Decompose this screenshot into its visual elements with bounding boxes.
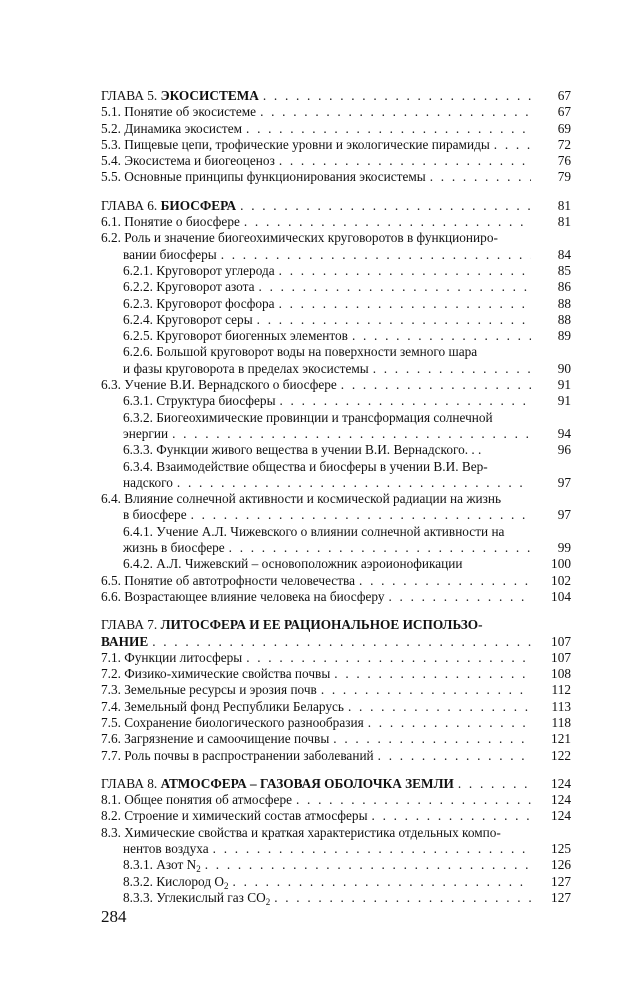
- toc-entry-label: [101, 377, 337, 393]
- toc-entry-label: [123, 263, 275, 279]
- dot-leader: [177, 475, 531, 491]
- toc-entry-text: 7.5. Сохранение биологического разнообразия: [101, 714, 364, 730]
- toc-entry: [101, 377, 571, 393]
- toc-entry-label: [101, 731, 329, 747]
- toc-entry-text: 7.3. Земельные ресурсы и эрозия почв: [101, 682, 317, 698]
- page-number: 284: [101, 907, 127, 926]
- dot-leader: [333, 731, 531, 747]
- dot-leader: [388, 589, 531, 605]
- toc-entry-label: 6.2. Роль и значение биогеохимических круговоротов в функциониро-: [101, 230, 498, 246]
- toc-entry-text: 6.2.2. Круговорот азота: [123, 279, 255, 295]
- toc-entry: [101, 104, 571, 120]
- toc-entry-label: [123, 296, 275, 312]
- chapter-heading-cont: [101, 634, 571, 650]
- page-ref: 88: [557, 295, 571, 311]
- dot-leader: [321, 682, 531, 698]
- page-ref: 86: [557, 279, 571, 295]
- toc-entry-text: 6.6. Возрастающее влияние человека на биосферу: [101, 588, 385, 604]
- page-ref: 125: [551, 841, 571, 857]
- toc-entry-label: 6.2.6. Большой круговорот воды на поверхности земного шара: [123, 344, 478, 360]
- chapter-name-cont: ВАНИЕ: [101, 633, 149, 649]
- page-ref: 124: [551, 792, 571, 808]
- toc-entry-text: 5.2. Динамика экосистем: [101, 120, 243, 136]
- dot-leader: [233, 874, 531, 890]
- page-ref: 122: [551, 747, 571, 763]
- dot-leader: [246, 121, 531, 137]
- dot-leader: [246, 650, 531, 666]
- chapter-label: ГЛАВА 7.: [101, 617, 161, 633]
- toc-entry-label: [123, 874, 229, 890]
- chapter-name: БИОСФЕРА: [160, 197, 237, 213]
- toc-entry: [101, 459, 571, 475]
- toc-entry-label-cont: жизнь в биосфере: [123, 540, 225, 556]
- page-ref: 112: [551, 682, 571, 698]
- toc-entry-label: [101, 682, 317, 698]
- dot-leader: [280, 393, 532, 409]
- page-ref: 91: [557, 377, 571, 393]
- toc-entry: [101, 328, 571, 344]
- page-ref: 67: [557, 104, 571, 120]
- page-ref: 107: [551, 649, 571, 665]
- page-ref: 126: [551, 857, 571, 873]
- toc-entry-text: 7.6. Загрязнение и самоочищение почвы: [101, 731, 330, 747]
- toc-entry: [101, 169, 571, 185]
- toc-entry-text: 6.3.1. Структура биосферы: [123, 393, 276, 409]
- dot-leader: [341, 377, 531, 393]
- toc-entry-cont: [101, 841, 571, 857]
- toc-entry-text: 7.4. Земельный фонд Республики Беларусь: [101, 698, 344, 714]
- chapter-label: ГЛАВА 6.: [101, 197, 161, 213]
- dot-leader: [352, 328, 531, 344]
- page-ref: 91: [557, 393, 571, 409]
- dot-leader: [240, 198, 531, 214]
- subscript: 2: [224, 880, 229, 891]
- toc-entry-label: [101, 121, 242, 137]
- toc-entry: [101, 682, 571, 698]
- dot-leader: [191, 507, 531, 523]
- dot-leader: [221, 247, 531, 263]
- page-ref: 121: [551, 731, 571, 747]
- dot-leader: [368, 715, 531, 731]
- page-ref: 79: [557, 169, 571, 185]
- dot-leader: [296, 792, 531, 808]
- toc-entry-cont: [101, 247, 571, 263]
- toc-entry: [101, 715, 571, 731]
- toc-entry-label: [101, 104, 256, 120]
- toc-entry: [101, 442, 571, 458]
- chapter-title: [101, 776, 454, 792]
- toc-entry: [101, 312, 571, 328]
- page-ref: 127: [551, 873, 571, 889]
- toc-entry-label: [101, 589, 384, 605]
- toc-entry-label: 6.3.2. Биогеохимические провинции и трансформация солнечной: [123, 409, 493, 425]
- toc-entry-text: 5.1. Понятие об экосистеме: [101, 104, 257, 120]
- chapter-heading: [101, 776, 571, 792]
- toc-entry: [101, 121, 571, 137]
- toc-entry: [101, 699, 571, 715]
- chapter-label: ГЛАВА 8.: [101, 775, 161, 791]
- toc-entry: [101, 279, 571, 295]
- toc-entry-label: 6.4.1. Учение А.Л. Чижевского о влиянии солнечной активности на: [123, 523, 505, 539]
- toc-entry-label: [101, 137, 490, 153]
- toc-entry: [101, 589, 571, 605]
- chapter-title: [101, 617, 483, 633]
- dot-leader: [372, 808, 531, 824]
- toc-entry-label: [101, 792, 292, 808]
- toc-entry-text: 5.4. Экосистема и биогеоценоз: [101, 153, 275, 169]
- toc-entry-text: 8.3.1. Азот N: [123, 857, 197, 873]
- dot-leader: [213, 841, 531, 857]
- toc-entry: [101, 296, 571, 312]
- dot-leader: [172, 426, 531, 442]
- page-ref: 100: [551, 556, 571, 572]
- toc-entry-text: 6.3.3. Функции живого вещества в учении В.И. Вернадского. . .: [123, 442, 482, 458]
- toc-entry: [101, 230, 571, 246]
- toc-entry-label: [123, 393, 276, 409]
- toc-entry: [101, 344, 571, 360]
- page-ref: 99: [557, 540, 571, 556]
- toc-entry-text: 8.3.2. Кислород O: [123, 873, 225, 889]
- page-ref: 76: [557, 153, 571, 169]
- toc-entry-text: 5.5. Основные принципы функционирования экосистемы: [101, 169, 426, 185]
- toc-entry-label: [101, 748, 374, 764]
- toc-entry: [101, 573, 571, 589]
- chapter-title: [101, 198, 236, 214]
- toc-entry-label: [101, 808, 368, 824]
- toc-entry: [101, 825, 571, 841]
- toc-entry: [101, 792, 571, 808]
- toc-entry-label: [101, 699, 344, 715]
- dot-leader: [205, 857, 531, 873]
- toc-entry-label: [101, 666, 330, 682]
- toc-entry-label: [101, 153, 275, 169]
- page-ref: 81: [557, 214, 571, 230]
- page-ref: 90: [557, 360, 571, 376]
- toc-entry: [101, 556, 571, 572]
- toc-entry-label: [101, 573, 355, 589]
- toc-entry: [101, 666, 571, 682]
- dot-leader: [378, 748, 531, 764]
- toc-entry-label: [101, 169, 426, 185]
- dot-leader: [430, 169, 531, 185]
- toc-entry: [101, 748, 571, 764]
- toc-entry-label-cont: нентов воздуха: [123, 841, 209, 857]
- toc-entry-text: 6.5. Понятие об автотрофности человечества: [101, 572, 356, 588]
- toc-entry-label-cont: и фазы круговорота в пределах экосистемы: [123, 360, 369, 376]
- toc-entry-cont: [101, 507, 571, 523]
- toc-entry-label: [123, 279, 255, 295]
- dot-leader: [279, 153, 531, 169]
- chapter-heading: [101, 198, 571, 214]
- toc-entry-text: 6.4.2. А.Л. Чижевский – основоположник аэроионофикации: [123, 556, 463, 572]
- toc-entry: [101, 491, 571, 507]
- page-ref: 124: [551, 808, 571, 824]
- toc-entry-label-cont: в биосфере: [123, 507, 187, 523]
- toc-entry: [101, 857, 571, 873]
- toc-entry-text: 8.3.3. Углекислый газ CO: [123, 889, 266, 905]
- toc-entry: [101, 153, 571, 169]
- page-ref: 124: [551, 775, 571, 791]
- page-ref: 94: [557, 425, 571, 441]
- toc-entry-label-cont: энергии: [123, 425, 169, 441]
- toc-entry-text: 6.2.4. Круговорот серы: [123, 311, 253, 327]
- page-ref: 69: [557, 120, 571, 136]
- toc-entry: [101, 137, 571, 153]
- toc-entry-label: 8.3. Химические свойства и краткая характеристика отдельных компо-: [101, 824, 501, 840]
- toc-entry-cont: [101, 426, 571, 442]
- dot-leader: [348, 699, 531, 715]
- toc-entry-label-cont: вании биосферы: [123, 246, 217, 262]
- toc-entry-label: 6.3.4. Взаимодействие общества и биосферы в учении В.И. Вер-: [123, 458, 488, 474]
- toc-entry-text: 6.2.1. Круговорот углерода: [123, 262, 275, 278]
- dot-leader: [229, 540, 531, 556]
- toc-entry-label: [101, 715, 364, 731]
- toc-entry: [101, 263, 571, 279]
- page-ref: 118: [551, 714, 571, 730]
- toc-entry: [101, 650, 571, 666]
- toc-entry-text: 6.1. Понятие о биосфере: [101, 214, 240, 230]
- toc-entry-label: [101, 650, 242, 666]
- dot-leader: [373, 361, 531, 377]
- toc-entry: [101, 214, 571, 230]
- toc-entry-cont: [101, 361, 571, 377]
- subscript: 2: [265, 896, 271, 907]
- toc-entry-text: 7.2. Физико-химические свойства почвы: [101, 666, 331, 682]
- page-ref: 97: [557, 507, 571, 523]
- dot-leader: [334, 666, 531, 682]
- toc-entry-text: 7.1. Функции литосферы: [101, 649, 243, 665]
- toc-entry-text: 5.3. Пищевые цепи, трофические уровни и экологические пирамиды: [101, 136, 490, 152]
- toc-entry: [101, 731, 571, 747]
- dot-leader: [259, 279, 531, 295]
- toc-entry-text: 8.2. Строение и химический состав атмосферы: [101, 808, 368, 824]
- toc-entry-label: [101, 214, 240, 230]
- dot-leader: [260, 104, 531, 120]
- toc-entry: [101, 393, 571, 409]
- toc-entry-label: [123, 890, 270, 906]
- toc-entry-label: [123, 442, 481, 458]
- toc-entry: [101, 874, 571, 890]
- toc-entry-text: 6.2.5. Круговорот биогенных элементов: [123, 328, 348, 344]
- page-ref: 104: [551, 588, 571, 604]
- toc-entry-label: [123, 312, 253, 328]
- dot-leader: [274, 890, 531, 906]
- table-of-contents: [101, 88, 571, 906]
- chapter-title: [101, 88, 259, 104]
- toc-entry-label: [123, 857, 201, 873]
- dot-leader: [263, 88, 531, 104]
- dot-leader: [458, 776, 531, 792]
- toc-entry-cont: [101, 540, 571, 556]
- page-ref: 96: [557, 442, 571, 458]
- chapter-name: АТМОСФЕРА – ГАЗОВАЯ ОБОЛОЧКА ЗЕМЛИ: [160, 775, 454, 791]
- toc-entry-label: 6.4. Влияние солнечной активности и космической радиации на жизнь: [101, 491, 502, 507]
- toc-entry: [101, 524, 571, 540]
- toc-entry: [101, 890, 571, 906]
- dot-leader: [359, 573, 531, 589]
- page-ref: 97: [557, 474, 571, 490]
- dot-leader: [279, 263, 531, 279]
- page-ref: 127: [551, 889, 571, 905]
- dot-leader: [279, 296, 531, 312]
- dot-leader: [257, 312, 531, 328]
- toc-entry-label: [123, 556, 463, 572]
- toc-entry: [101, 410, 571, 426]
- dot-leader: [244, 214, 531, 230]
- page-ref: 89: [557, 328, 571, 344]
- chapter-name: ЛИТОСФЕРА И ЕЕ РАЦИОНАЛЬНОЕ ИСПОЛЬЗО-: [160, 617, 483, 633]
- page-ref: 84: [557, 246, 571, 262]
- chapter-heading: [101, 88, 571, 104]
- page-ref: 107: [551, 633, 571, 649]
- page-ref: 67: [557, 88, 571, 103]
- subscript: 2: [196, 864, 201, 875]
- page-ref: 88: [557, 311, 571, 327]
- toc-entry: [101, 808, 571, 824]
- chapter-label: ГЛАВА 5.: [101, 88, 161, 103]
- toc-entry-text: 6.2.3. Круговорот фосфора: [123, 295, 275, 311]
- page-ref: 108: [551, 666, 571, 682]
- page-ref: 81: [557, 197, 571, 213]
- toc-entry-label-cont: надского: [123, 474, 173, 490]
- page-ref: 113: [551, 698, 571, 714]
- chapter-name: ЭКОСИСТЕМА: [160, 88, 259, 103]
- toc-entry-label: [123, 328, 348, 344]
- dot-leader: [494, 137, 531, 153]
- dot-leader: [152, 634, 531, 650]
- toc-entry-text: 6.3. Учение В.И. Вернадского о биосфере: [101, 377, 337, 393]
- page-ref: 72: [557, 136, 571, 152]
- chapter-heading: [101, 617, 571, 633]
- page-ref: 85: [557, 262, 571, 278]
- toc-entry-text: 7.7. Роль почвы в распространении заболеваний: [101, 747, 374, 763]
- toc-entry-cont: [101, 475, 571, 491]
- toc-entry-text: 8.1. Общее понятия об атмосфере: [101, 792, 292, 808]
- page-ref: 102: [551, 572, 571, 588]
